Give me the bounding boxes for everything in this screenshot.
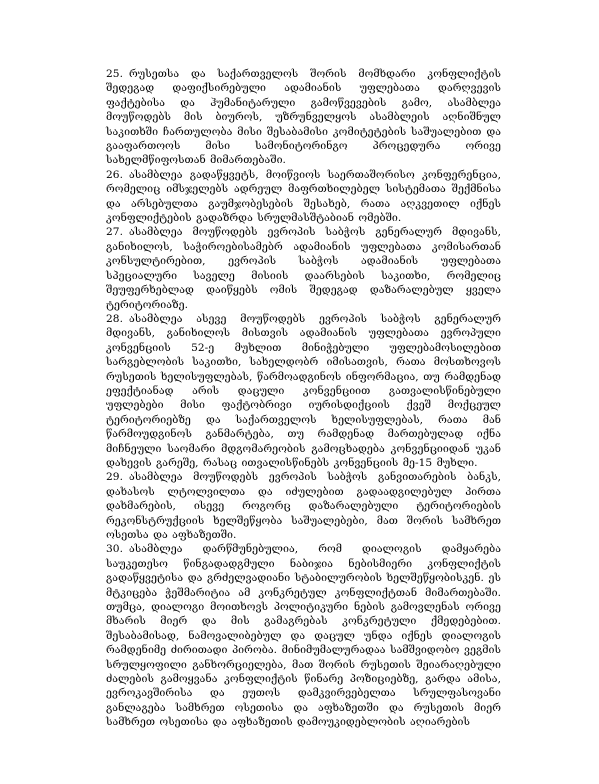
paragraph-text: ასამბლეა გადაწყვეტს, მოიწვიოს საერთაშორისო კონფერენცია, რომელიც იმსჯელებს ადრეულ მაფრთხილებელ სისტემათა შექმნისა და არსებულთა გაუმჯობესების შესახებ, რათა აღკვეთილ იქნეს კონფლიქტების გადაზრდა სრულმასშტაბიან ომებში. (106, 168, 501, 225)
paragraph-text: ასამბლეა ასევე მოუწოდებს ევროპის საბჭოს გენერალურ მდივანს, განიხილოს მისთვის ადამიანის უფლებათა ევროპული კონვენციის 52-ე მუხლით მინიჭებული უფლებამოსილებით სარგებლობის საკითხი, სახელდობრ იმისათვის, რათა მოსთხოვოს რუსეთის ხელისუფლებას, წარმოადგინოს ინფორმაცია, თუ რამდენად ეფექტიანად არის დაცული კონვენციით გათვალისწინებული უფლებები მისი ფაქტობრივი იურისდიქციის ქვეშ მოქცეულ ტერიტორიებზე და საქართველოს ხელისუფლებას, რათა მან წარმოუდგინოს განმარტება, თუ რამდენად მართებულად იქნა მიჩნეული საომარი მდგომარეობის გამოცხადება კონვენციიდან უკან დახევის გარეშე, რასაც ითვალისწინებს კონვენციის მე-15 მუხლი. (106, 312, 501, 469)
paragraph-number: 30. (106, 543, 123, 556)
paragraph-number: 26. (106, 168, 123, 181)
paragraph-number: 25. (106, 68, 123, 80)
document-body (106, 67, 501, 730)
paragraph-text: რუსეთსა და საქართველოს შორის მომხდარი კონფლიქტის შედეგად დაფიქსირებული ადამიანის უფლებათა დარღვევის ფაქტებისა და ჰუმანიტარული გამოწვევების გამო, ასამბლეა მოუწოდებს მის ბიუროს, უზრუნველყოს ასამბლეის აღნიშნულ საკითხში ჩართულობა მისი შესაბამისი კომიტეტების საშუალებით და გააფართოოს მისი სამონიტორინგო პროცედურა ორივე სახელმწიფოსთან მიმართებაში. (106, 68, 501, 167)
paragraph-number: 27. (106, 226, 123, 239)
paragraph-28 (106, 312, 501, 470)
paragraph-30 (106, 542, 501, 729)
paragraph-text: ასამბლეა დარწმუნებულია, რომ დიალოგის დამყარება საუკეთესო წინგადადგმული ნაბიჯია ნებისმიერი კონფლიქტის გადაწყვეტისა და გრძელვადიანი სტაბილურობის ხელშეწყობისკენ. ეს მტკიცება ჭეშმარიტია ამ კონკრეტულ კონფლიქტთან მიმართებაში. თუმცა, დიალოგი მოითხოვს პოლიტიკური ნების გამოვლენას ორივე მხარის მიერ და მის გამაგრებას კონკრეტული ქმედებებით. შესაბამისად, ნამოვალიბებულ და დაცულ უნდა იქნეს დიალოგის რამდენიმე ძირითადი პირობა. მინიმუმალურადაა სამშვიდობო ვეგმის სრულყოფილი განხორციელება, მათ შორის რუსეთის შეიარაღებული ძალების გამოყვანა კონფლიქტის წინარე პოზიციებზე, გარდა ამისა, ევროკავშირისა და ეუთოს დამკვირვებელთა სრულფასოვანი განლაგება სამხრეთ ოსეთისა და აფხაზეთში და რუსეთის მიერ სამხრეთ ოსეთისა და აფხაზეთის დამოუკიდებლობის აღიარების (106, 543, 501, 729)
paragraph-27 (106, 225, 501, 311)
paragraph-29 (106, 470, 501, 542)
paragraph-text: ასამბლეა მოუწოდებს ევროპის საბჭოს განვითარების ბანკს, დახასოს ლტოლვილთა და იძულებით გადაადგილებულ პირთა დახმარების, ისევე როგორც დაზარალებული ტერიტორიების რეკონსტრუქციის ხელშეწყობა საშუალებები, მათ შორის სამხრეთ ოსეთსა და აფხაზეთში. (106, 471, 501, 541)
paragraph-number: 28. (106, 312, 123, 325)
paragraph-number: 29. (106, 471, 123, 484)
paragraph-text: ასამბლეა მოუწოდებს ევროპის საბჭოს გენერალურ მდივანს, განიხილოს, საჭიროებისამებრ ადამიანის უფლებათა კომისართან კონსულტირებით, ევროპის საბჭოს ადამიანის უფლებათა სპეციალური საველე მისიის დაარსების საკითხი, რომელიც შეუფერხებლად დაიწყებს ომის შედეგად დაზარალებულ ყველა ტერიტორიაზე. (106, 226, 501, 311)
paragraph-25 (106, 67, 501, 168)
paragraph-26 (106, 168, 501, 226)
